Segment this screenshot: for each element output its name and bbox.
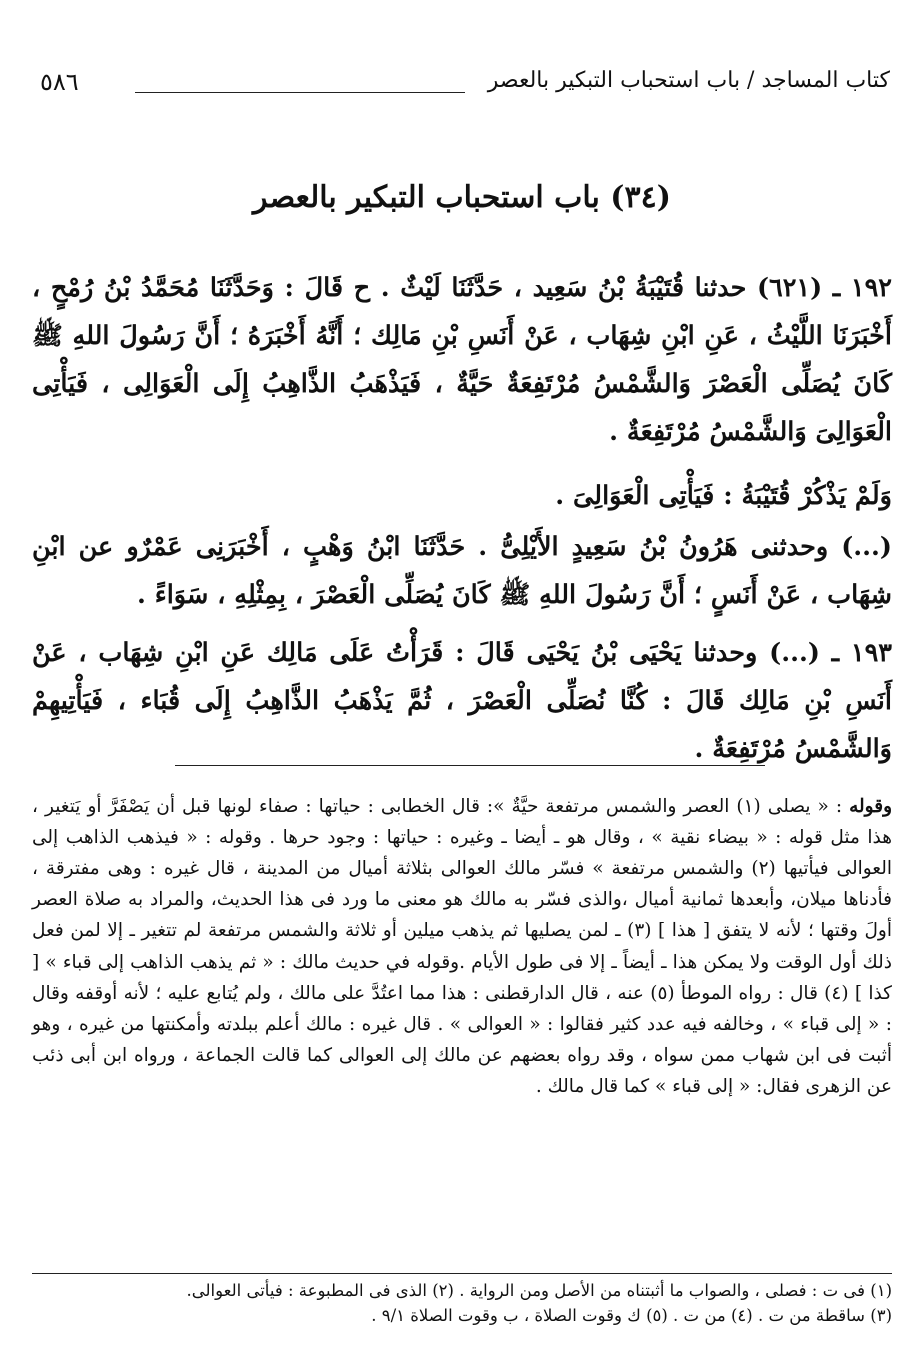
running-header [40,68,890,108]
commentary [32,791,892,1103]
header-rule [135,92,465,93]
hadith-192: ١٩٢ ـ (٦٢١) حدثنا قُتَيْبَةُ بْنُ سَعِيد ، حَدَّثَنَا لَيْثٌ . ح قَالَ : وَحَدَّثَنَا مُحَمَّدُ بْنُ رُمْحٍ ، أَخْبَرَنَا اللَّيْثُ ، عَنِ ابْنِ شِهَاب ، عَنْ أَنَسِ بْنِ مَالِك ؛ أَنَّهُ أَخْبَرَهُ ؛ أَنَّ رَسُولَ اللهِ ﷺ كَانَ يُصَلِّى الْعَصْرَ وَالشَّمْسُ مُرْتَفِعَةٌ حَيَّةٌ ، فَيَذْهَبُ الذَّاهِبُ إِلَى الْعَوَالِى ، فَيَأْتِى الْعَوَالِىَ وَالشَّمْسُ مُرْتَفِعَةٌ . [32,272,892,447]
footnote-rule [32,1273,892,1274]
commentary-separator [175,765,765,766]
commentary-lead: وقوله [849,795,892,817]
chapter-title: (٣٤) باب استحباب التبكير بالعصر [253,180,671,215]
commentary-text: : « يصلى (١) العصر والشمس مرتفعة حيَّةٌ »: قال الخطابى : حياتها : صفاء لونها قبل أن يَصْفَرَّ أو يَتغير ، هذا مثل قوله : « بيضاء نقية » ، وقال هو ـ أيضا ـ وغيره : حياتها : وجود حرها . وقوله : « فيذهب الذاهب إلى العوالى فيأتيها (٢) والشمس مرتفعة » فسّر مالك العوالى بثلاثة أميال من المدينة ، قال غيره : وهى مفترقة ، فأدناها ميلان، وأبعدها ثمانية أميال ،والذى فسّر به مالك هو معنى ما ورد فى هذا الحديث، والمراد به صلاة العصر أولَ وقتها ؛ لأنه لا يتفق [ هذا ] (٣) ـ لمن يصليها ثم يذهب ميلين أو ثلاثة والشمس مرتفعة لم تتغير ـ إلا لمن فعل ذلك أول الوقت ولا يمكن هذا ـ أيضاً ـ إلا فى طول الأيام .وقوله في حديث مالك : « ثم يذهب الذاهب إلى قباء » [ كذا ] (٤) قال : رواه الموطأ (٥) عنه ، قال الدارقطنى : هذا مما اعتُدَّ على مالك ، ولم يُتابع عليه ؛ لأنه أوقفه وقال : « إلى قباء » ، وخالفه فيه عدد كثير فقالوا : « العوالى » . قال غيره : مالك أعلم ببلدته وأمكنتها من غيره ، وهو أثبت فى ابن شهاب ممن سواه ، وقد رواه بعضهم عن مالك إلى العوالى كما قالت الجماعة ، ورواه ابن أبى ذئب عن الزهرى فقال: « إلى قباء » كما قال مالك . [32,795,892,1098]
hadith-variant: (...) وحدثنى هَرُونُ بْنُ سَعِيدٍ الأَيْلِىُّ . حَدَّثَنَا ابْنُ وَهْبٍ ، أَخْبَرَنِى عَمْرٌو عن ابْنِ شِهَاب ، عَنْ أَنَسٍ ؛ أَنَّ رَسُولَ اللهِ ﷺ كَانَ يُصَلِّى الْعَصْرَ ، بِمِثْلِهِ ، سَوَاءً . [32,531,892,610]
footnote-line: (١) فى ت : فصلى ، والصواب ما أثبتناه من الأصل ومن الرواية . (٢) الذى فى المطبوعة : فيأتى العوالى. [186,1281,892,1300]
running-title: كتاب المساجد / باب استحباب التبكير بالعصر [487,68,890,93]
hadith-note-qutaiba: وَلَمْ يَذْكُرْ قُتَيْبَةُ : فَيَأْتِى الْعَوَالِىَ . [555,480,892,511]
footnotes [32,1278,892,1328]
footnote-line: (٣) ساقطة من ت . (٤) من ت . (٥) ك وقوت الصلاة ، ب وقوت الصلاة ٩/١ . [371,1306,892,1325]
hadith-193: ١٩٣ ـ (...) وحدثنا يَحْيَى بْنُ يَحْيَى قَالَ : قَرَأْتُ عَلَى مَالِك عَنِ ابْنِ شِهَاب ، عَنْ أَنَسِ بْنِ مَالِك قَالَ : كُنَّا نُصَلِّى الْعَصْرَ ، ثُمَّ يَذْهَبُ الذَّاهِبُ إِلَى قُبَاء ، فَيَأْتِيهِمْ وَالشَّمْسُ مُرْتَفِعَةٌ . [32,637,892,764]
page-number: ٥٨٦ [40,68,79,96]
